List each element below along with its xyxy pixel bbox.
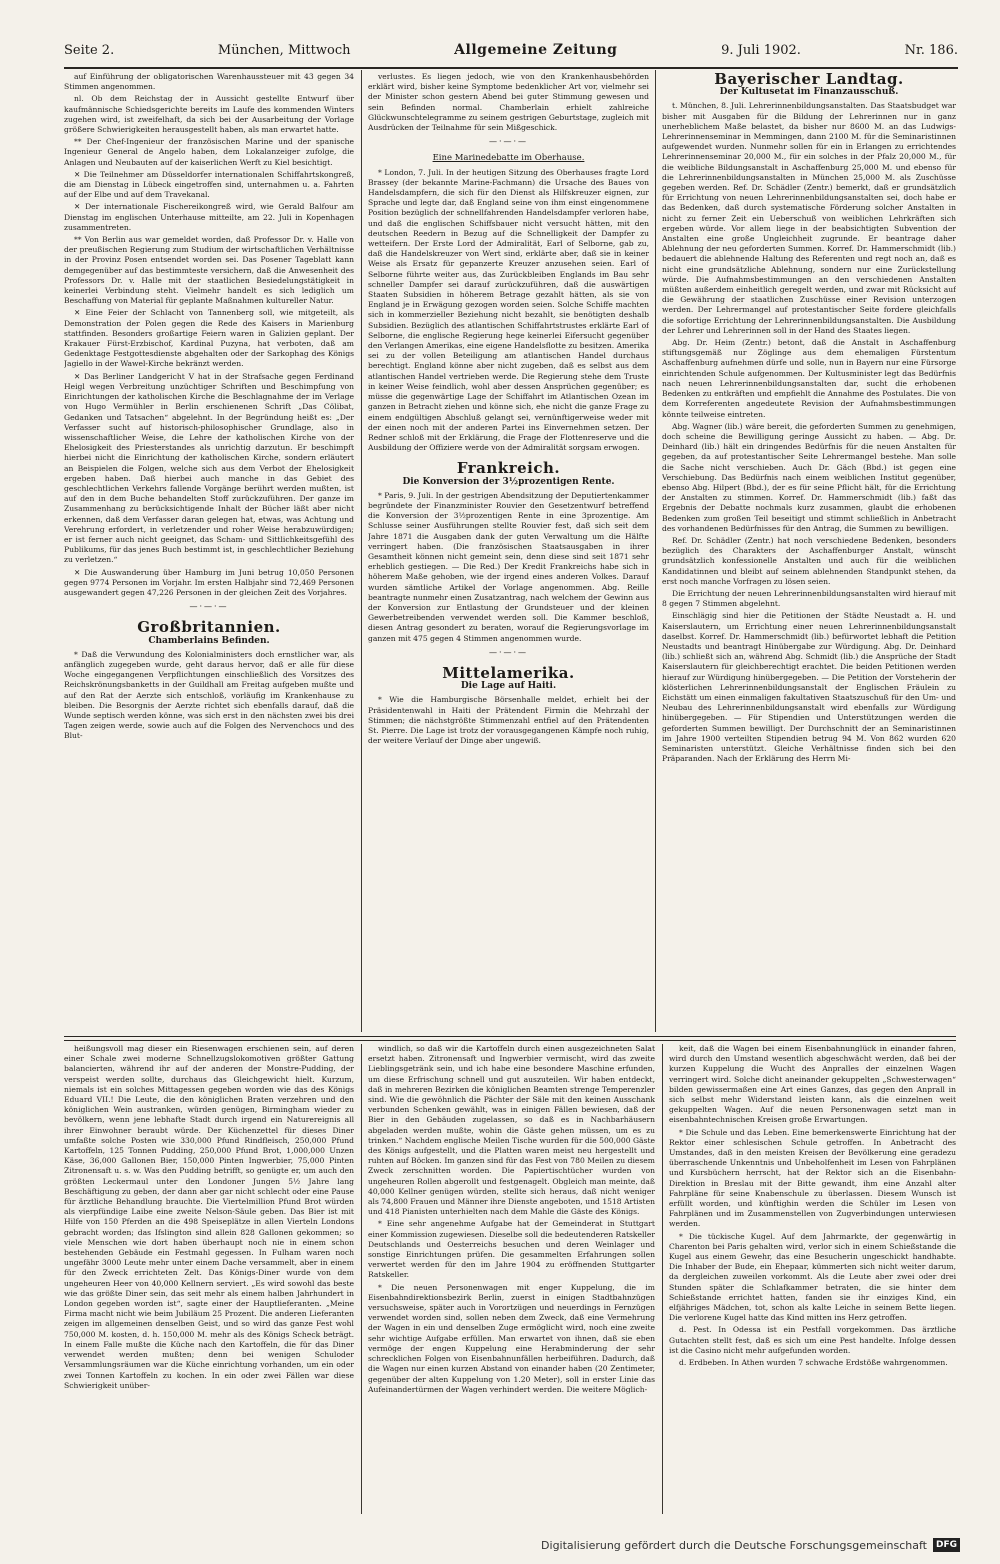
issue-number: Nr. 186. bbox=[904, 43, 958, 58]
article-paragraph: d. Erdbeben. In Athen wurden 7 schwache Erdstöße wahrgenommen. bbox=[679, 1358, 948, 1368]
place-date: München, Mittwoch bbox=[217, 43, 351, 58]
article-paragraph: * London, 7. Juli. In der heutigen Sitzung des Oberhauses fragte Lord Brassey (der bekannte Marine-Fachmann) die Ursache des Baues von Handelsdampfern, die sich für den Dienst als Hilfskreuzer eignen, zur Sprache und legte dar, daß England seine von ihm einst eingenommene Position bezüglich der schnellfahrenden Handelsdampfer verloren habe, und daß die englischen Schiffsbauer nicht versucht hätten, mit den deutschen Reedern in Bezug auf die Schnelligkeit der Dampfer zu wetteifern. Der Erste Lord der Admiralität, Earl of Selborne, gab zu, daß die Handelskreuzer von Wert sind, erklärte aber, daß sie in keiner Weise als Ersatz für gepanzerte Kreuzer anzusehen seien. Earl of Selborne führte weiter aus, das Zurückbleiben Englands im Bau sehr schneller Dampfer sei darauf zurückzuführen, daß die auswärtigen Staaten Subsidien in höherem Betrage gezahlt hätten, als sie von England je in Erwägung gezogen worden seien. Solche Schiffe machten sich in kommerzieller Beziehung nicht bezahlt, sie benötigten deshalb Subsidien. Bezüglich des atlantischen Schiffahrtstrustes erklärte Earl of Selborne, die englische Regierung hege keinerlei Eifersucht gegenüber den Verlangen Amerikas, eine eigene Handelsflotte zu besitzen. Amerika sei zu der vollen Beteiligung am atlantischen Handel durchaus berechtigt. England könne aber nicht zugeben, daß es selbst aus dem atlantischen Handel vertrieben werde. Die Regierung stehe dem Truste in keiner Weise feindlich, wohl aber dessen Ansprüchen gegenüber; es müsse die gegenwärtige Lage der Schiffahrt im Atlantischen Ozean im ganzen in Betracht ziehen und könne sich, ehe nicht die ganze Frage zu einem endgültigen Abschluß gelangt sei, vernünftigerweise weder mit der einen noch mit der anderen Partei ins Einvernehmen setzen. Der Redner schloß mit der Erklärung, die Frage der Flottenreserve und die Ausbildung der Offiziere werde von der Admiralität sorgsam erwogen. bbox=[368, 167, 649, 453]
column-rule bbox=[361, 1044, 362, 1514]
article-paragraph: * Daß die Verwundung des Kolonialministers doch ernstlicher war, als anfänglich zugegeben wurde, geht daraus hervor, daß er alle für diese Woche eingegangenen Verpflichtungen einschließlich des Vorsitzes des Reichskrönungsbanketts in der Guildhall am Freitag aufgeben mußte und auf den Rat der Aerzte sich entschloß, vorläufig im Krankenhause zu bleiben. Die Besorgnis der Aerzte richtet sich ebenfalls darauf, daß die Wunde septisch werden könne, was sich erst in den nächsten zwei bis drei Tagen zeigen werde, sowie auch auf die Folgen des Nervenchocs und des Blut- bbox=[64, 649, 354, 741]
section-heading: Großbritannien. bbox=[137, 618, 281, 637]
column-rule bbox=[361, 70, 362, 1032]
column-rule bbox=[655, 70, 656, 1032]
dfg-logo-icon: DFG bbox=[933, 1538, 960, 1552]
page-number: Seite 2. bbox=[64, 43, 115, 58]
column-2 bbox=[368, 72, 649, 1034]
article-paragraph: Einschlägig sind hier die Petitionen der Städte Neustadt a. H. und Kaiserslautern, um Errichtung einer neuen Lehrerinnenbildungsanstalt daselbst. Korref. Dr. Hammerschmidt (lib.) befürwortet lebhaft die Petition Neustadts und beantragt Hinübergabe zur Würdigung. Abg. Dr. Deinhard (lib.) schließt sich an, während Abg. Schmidt (lib.) die Ansprüche der Stadt Kaiserslautern für gleichberechtigt erachtet. Die beiden Petitionen werden hierauf zur Würdigung hinübergegeben. — Die Petition der Vorsteherin der klösterlichen Lehrerinnenbildungsanstalt der Englischen Fräulein zu Eichstätt um einen einmaligen fakultativen Staatszuschuß für den Um- und Neubau des Lehrerinnenbildungsanstalt wird ebenfalls zur Würdigung hinübergegeben. — Für Stipendien und Unterstützungen werden die geforderten Summen bewilligt. Der Durchschnitt der an Seminaristinnen im Jahre 1900 verteilten Stipendien betrug 94 M. Von 862 wurden 620 Seminaristen unterstützt. Gleiche Verhältnisse finden sich bei den Präparanden. Nach der Erklärung des Herrn Mi- bbox=[662, 611, 956, 764]
article-heading: Chamberlains Befinden. bbox=[148, 635, 270, 646]
section-ornament: —·—·— bbox=[488, 647, 529, 657]
column-3 bbox=[662, 72, 956, 1034]
section-ornament: —·—·— bbox=[189, 602, 229, 612]
article-paragraph: ✕ Das Berliner Landgericht V hat in der Strafsache gegen Ferdinand Heigl wegen Verbreitung unzüchtiger Schriften und Beschimpfung von Einrichtungen der katholischen Kirche die Beschlagnahme der im Verlage von Hugo Vermühler in Berlin erschienenen Schrift „Das Cölibat, Gedanken und Tatsachen“ abgelehnt. In der Begründung heißt es: „Der Verfasser sucht auf historisch-philosophischer Grundlage, also in wissenschaftlicher Weise, die Lehre der katholischen Kirche von der Ehelosigkeit des Priesterstandes als unrichtig darzutun. Er beschimpft hierbei nicht die Einrichtung der katholischen Kirche, sondern erläutert an Beispielen die Folgen, welche sich aus dem Verbot der Ehelosigkeit ergeben haben. Daß hierbei auch manche in das Gebiet des geschlechtlichen Verkehrs fallende Vorgänge berührt werden mußten, ist auf den in dem Buche behandelten Stoff zurückzuführen. Der ganze im Zusammenhang zu berücksichtigende Inhalt der Bücher läßt aber nicht erkennen, daß dem Verfasser daran gelegen hat, etwas, was Achtung und Verehrung erfordert, in verletzender und roher Weise herabzuwürdigen; er ist ferner auch nicht geeignet, das Scham- und Sittlichkeitsgefühl des Publikums, für das jenes Buch bestimmt ist, in geschlechtlicher Beziehung zu verletzen.“ bbox=[64, 371, 354, 565]
feuilleton-column-2 bbox=[368, 1044, 655, 1514]
article-paragraph: ✕ Die Teilnehmer am Düsseldorfer internationalen Schiffahrtskongreß, die am Dienstag in Lübeck eingetroffen sind, unternahmen u. a. Fahrten auf der Elbe und auf dem Travekanal. bbox=[64, 169, 354, 200]
article-heading: Der Kultusetat im Finanzausschuß. bbox=[719, 87, 899, 98]
article-paragraph: Ref. Dr. Schädler (Zentr.) hat noch verschiedene Bedenken, besonders bezüglich des Charakters der Aschaffenburger Anstalt, wünscht grundsätzlich konfessionelle Anstalten und auch für die weiblichen Kandidatinnen und bleibt auf seinem ablehnenden Standpunkt stehen, da erst noch manche Vorfragen zu lösen seien. bbox=[662, 535, 956, 586]
article-paragraph: heißungsvoll mag dieser ein Riesenwagen erschienen sein, auf deren einer Schale zwei moderne Schnellzugslokomotiven größter Gattung balancierten, während ihr auf der anderen der Monstre-Pudding, der verspeist werden sollte, durchaus das Gleichgewicht hielt. Kurzum, niemals ist ein solches Mittagessen gegeben worden wie das des Königs Eduard VII.! Die Leute, die den königlichen Braten verzehren und den königlichen Wein austranken, würden genügen, Birmingham wieder zu bevölkern, wenn jene lebhafte Stadt durch irgend ein Naturereignis all ihrer Einwohner beraubt würde. Der Küchenzettel für dieses Diner umfaßte solche Posten wie 330,000 Pfund Rindfleisch, 250,000 Pfund Kartoffeln, 125 Tonnen Pudding, 250,000 Pfund Brot, 1,000,000 Unzen Käse, 36,000 Gallonen Bier, 150,000 Pinten Ingwerbier, 75,000 Pinten Zitronensaft u. s. w. Was den Pudding betrifft, so genügte er, um auch den größten Leckermaul unter den Londoner Jungen 5½ Jahre lang Beschäftigung zu geben, der dann aber gar nicht schlecht oder eine Pause für ärztliche Behandlung brauchte. Die Viertelmillion Pfund Brot würden als vierpfündige Laibe eine zweite Nelson-Säule geben. Das Bier ist mit Hilfe von 150 Pferden an die 498 Speiseplätze in allen Vierteln Londons gebracht worden; das Ifslington sind allein 828 Gallonen gekommen; so viele Menschen wie dort haben überhaupt noch nie in einem schon bestehenden Gebäude ein Festmahl gegessen. In Fulham waren noch ungefähr 3000 Leute mehr unter einem Dache versammelt, aber in einem für den Zweck errichteten Zelt. Das Königs-Diner wurde von dem ungeheuren Heer von 40,000 Kellnern serviert. „Es wird sowohl das beste wie das größte Diner sein, das seit mehr als einem halben Jahrhundert in London gegeben worden ist“, sagte einer der Hauptlieferanten. „Meine Firma macht nicht wie beim Jubiläum 25 Prozent. Die anderen Lieferanten zeigen im allgemeinen denselben Geist, und so wird das ganze Fest wohl 750,000 M. kosten, d. h. 150,000 M. mehr als des Königs Scheck beträgt. In einem Falle mußte die Küche nach den Kartoffeln, die für das Diner verwendet werden mußten; denn bei wenigen Schuloder Versammlungsräumen war die Küche einrichtung vorhanden, um ein oder zwei Tonnen Kartoffeln zu kochen. In ein oder zwei Fällen war diese Schwierigkeit unüber- bbox=[64, 1044, 354, 1390]
feuilleton-column-3 bbox=[669, 1044, 956, 1514]
digitization-footer bbox=[541, 1538, 960, 1552]
article-paragraph: * Die neuen Personenwagen mit enger Kuppelung, die im Eisenbahndirektionsbezirk Berlin, zuerst in einigen Stadtbahnzügen versuchsweise, später auch in Vorortzügen und neuerdings in Fernzügen verwendet worden sind, sollen neben dem Zweck, daß eine Vermehrung der Wagen in ein und denselben Zuge ermöglicht wird, noch eine zweite sehr wichtige Aufgabe erfüllen. Man erwartet von ihnen, daß sie eben vermöge der engen Kuppelung eine Herabminderung der sehr schrecklichen Folgen von Eisenbahnunfällen herbeiführen. Dadurch, daß die Wagen nur einen kurzen Abstand von einander haben (20 Zentimeter, gegenüber der alten Kuppelung von 1.20 Meter), soll in erster Linie das Aufeinandertürmen der Wagen verhindert werden. Die weitere Möglich- bbox=[368, 1282, 655, 1394]
article-paragraph: auf Einführung der obligatorischen Warenhaussteuer mit 43 gegen 34 Stimmen angenommen. bbox=[64, 72, 354, 92]
article-paragraph: ** Von Berlin aus war gemeldet worden, daß Professor Dr. v. Halle von der preußischen Regierung zum Studium der wirtschaftlichen Verhältnisse in der Provinz Posen entsendet worden sei. Das Posener Tageblatt kann demgegenüber auf das bestimmteste versichern, daß die Anwesenheit des Professors Dr. v. Halle mit der staatlichen Besiedelungstätigkeit in keinerlei Verbindung steht. Vielmehr handelt es sich lediglich um Beschaffung von Material für geplante Maßnahmen kultureller Natur. bbox=[64, 235, 354, 306]
article-paragraph: * Die Schule und das Leben. Eine bemerkenswerte Einrichtung hat der Rektor einer schlesischen Schule getroffen. In Anbetracht des Umstandes, daß in den meisten Kreisen der Bevölkerung eine geradezu überraschende Unkenntnis und Unbeholfenheit im Lesen von Fahrplänen und Kursbüchern herrscht, hat der Rektor sich an die Eisenbahn-Direktion in Breslau mit der Bitte gewandt, ihm eine Anzahl alter Fahrpläne für seine Knabenschule zu überlassen. Diesem Wunsch ist erfüllt worden, und künftighin werden die Schüler im Lesen von Fahrplänen und im Zusammenstellen von Zugverbindungen unterwiesen werden. bbox=[669, 1127, 956, 1229]
section-heading: Mittelamerika. bbox=[442, 663, 575, 682]
article-paragraph: t. München, 8. Juli. Lehrerinnenbildungsanstalten. Das Staatsbudget war bisher mit Ausgaben für die Bildung der Lehrerinnen nur in ganz unerheblichem Maße belastet, da bisher nur 8600 M. an das Ludwigs-Lehrerinnenseminar in Memmingen, dann 2100 M. für die Seminaristinnen aufgewendet wurden. Nunmehr sollen für ein in Erlangen zu errichtendes Lehrerinnenseminar 20,000 M., für ein solches in der Pfalz 20,000 M., für die weibliche Bildungsanstalt in Aschaffenburg 25,000 M. und ebenso für die Lehrerinnenbildungsanstalten in München 25,000 M. als Zuschüsse gegeben werden. Ref. Dr. Schädler (Zentr.) bemerkt, daß er grundsätzlich für Errichtung von neuen Lehrerinnenbildungsanstalten sei, doch habe er das Bedenken, daß durch systematische Förderung solcher Anstalten in nicht zu ferner Zeit ein Ueberschuß von weiblichen Lehrkräften sich ergeben würde. Vor allem liege in der beabsichtigten Subvention der Anstalten eine große Ungleichheit zugrunde. Er beantrage daher Ablehnung der neu geforderten Summen. Korref. Dr. Hammerschmidt (lib.) bedauert die ablehnende Haltung des Referenten und regt noch an, daß es nicht eine grundsätzliche Ablehnung, sondern nur eine Zurückstellung würde. Die Aufnahmsbestimmungen an den verschiedenen Anstalten müßten außerdem einheitlich geregelt werden, und zwar mit Rücksicht auf die Gewährung der staatlichen Zuschüsse einer Revision unterzogen werden. Der Lehrermangel auf protestantischer Seite fordere gleichfalls die sofortige Errichtung der Lehrerinnenbildungsanstalten. Die Ausbildung der Lehrer und Lehrerinnen soll in der Hand des Staates liegen. bbox=[662, 101, 956, 335]
article-paragraph: Abg. Wagner (lib.) wäre bereit, die geforderten Summen zu genehmigen, doch scheine die Bewilligung geringe Aussicht zu haben. — Abg. Dr. Deinhard (lib.) hält ein dringendes Bedürfnis für die neuen Anstalten für gegeben, da auf protestantischer Seite Lehrermangel bestehe. Man solle die Sache nicht verschieben. Auch Dr. Gäch (Bbd.) ist gegen eine Verschiebung. Das Bedürfnis nach einem weiblichen Institut gegenüber, ebenso Abg. Hilpert (Bbd.), der es für seine Pflicht hält, für die Errichtung der Anstalten zu stimmen. Korref. Dr. Hammerschmidt (lib.) faßt das Ergebnis der Debatte nochmals kurz zusammen, glaubt die erhobenen Bedenken zum großen Teil beseitigt und stimmt schließlich in Anbetracht des vorhandenen Bedürfnisses für den Antrag, die Summen zu bewilligen. bbox=[662, 421, 956, 533]
feuilleton-rule bbox=[64, 1036, 956, 1041]
feuilleton-column-1 bbox=[64, 1044, 354, 1514]
article-paragraph: * Eine sehr angenehme Aufgabe hat der Gemeinderat in Stuttgart einer Kommission zugewiesen. Dieselbe soll die bedeutenderen Ratskeller Deutschlands und Oesterreichs besuchen und deren Weinlager und sonstige Einrichtungen prüfen. Die gesammelten Erfahrungen sollen verwertet werden für den im Jahre 1904 zu eröffnenden Stuttgarter Ratskeller. bbox=[368, 1219, 655, 1280]
issue-date: 9. Juli 1902. bbox=[721, 43, 801, 58]
article-heading: Eine Marinedebatte im Oberhause. bbox=[432, 153, 585, 164]
column-rule bbox=[662, 1044, 663, 1514]
article-heading: Die Lage auf Haiti. bbox=[460, 681, 557, 692]
article-paragraph: nl. Ob dem Reichstag der in Aussicht gestellte Entwurf über kaufmännische Schiedsgerichte bereits im Laufe des kommenden Winters zugehen wird, ist zweifelhaft, da sich bei der Ausarbeitung der Vorlage größere Schwierigkeiten herausgestellt haben, als man erwartet hatte. bbox=[64, 94, 354, 135]
section-heading: Frankreich. bbox=[456, 459, 561, 478]
article-paragraph: Die Errichtung der neuen Lehrerinnenbildungsanstalten wird hierauf mit 8 gegen 7 Stimmen abgelehnt. bbox=[662, 588, 956, 609]
article-paragraph: * Paris, 9. Juli. In der gestrigen Abendsitzung der Deputiertenkammer begründete der Finanzminister Rouvier den Gesetzentwurf betreffend die Konversion der 3½prozentigen Rente in eine 3prozentige. Am Schlusse seiner Ausführungen stellte Rouvier fest, daß sich seit dem Jahre 1871 die Ausgaben dank der guten Verwaltung um die Hälfte verringert haben. (Die französischen Staatsausgaben in ihrer Gesamtheit können nicht gemeint sein, denn diese sind seit 1871 sehr erheblich gestiegen. — Die Red.) Der Kredit Frankreichs habe sich in höherem Maße gehoben, wie der irgend eines anderen Volkes. Darauf wurden sämtliche Artikel der Vorlage angenommen. Abg. Reille beantragte nunmehr einen Zusatzantrag, nach welchem der Gewinn aus der Konversion zur Entlastung der Grundsteuer und der kleinen Gewerbetreibenden verwendet werden soll. Die Kammer beschloß, diesen Antrag gesondert zu beraten, worauf die Regierungsvorlage im ganzen mit 475 gegen 4 Stimmen angenommen wurde. bbox=[368, 490, 649, 643]
section-heading: Bayerischer Landtag. bbox=[714, 72, 904, 88]
article-paragraph: * Wie die Hamburgische Börsenhalle meldet, erhielt bei der Präsidentenwahl in Haiti der Prätendent Firmin die Mehrzahl der Stimmen; die nächstgrößte Stimmenzahl entfiel auf den Prätendenten St. Pierre. Die Lage ist trotz der vorausgegangenen Kämpfe noch ruhig, der weitere Verlauf der Dinge aber ungewiß. bbox=[368, 695, 649, 746]
page-header bbox=[64, 42, 958, 69]
column-1 bbox=[64, 72, 354, 1034]
article-paragraph: ✕ Die Auswanderung über Hamburg im Juni betrug 10,050 Personen gegen 9774 Personen im Vorjahr. Im ersten Halbjahr sind 72,469 Personen ausgewandert gegen 47,226 Personen in der gleichen Zeit des Vorjahres. bbox=[64, 567, 354, 597]
section-ornament: —·—·— bbox=[488, 137, 529, 147]
article-paragraph: d. Pest. In Odessa ist ein Pestfall vorgekommen. Das ärztliche Gutachten stellt fest, daß es sich um eine Pest handelte. Infolge dessen ist die Casino nicht mehr aufgefunden worden. bbox=[669, 1325, 956, 1355]
article-paragraph: verlustes. Es liegen jedoch, wie von den Krankenhausbehörden erklärt wird, bisher keine Symptome bedenklicher Art vor, vielmehr sei der Minister schon gestern Abend bei guter Stimmung gewesen und sein Befinden normal. Chamberlain erhielt zahlreiche Glückwunschtelegramme zu seinem gestrigen Geburtstage, zugleich mit Ausdrücken der Teilnahme für sein Mißgeschick. bbox=[368, 72, 649, 133]
paper-title: Allgemeine Zeitung bbox=[454, 42, 618, 58]
article-paragraph: windlich, so daß wir die Kartoffeln durch einen ausgezeichneten Salat ersetzt haben. Zitronensaft und Ingwerbier vermischt, wird das zweite Lieblingsgetränk sein, und ich habe eine besondere Maschine erfunden, um diese Erfrischung schnell und gut auszuteilen. Wir haben entdeckt, daß in mehreren Bezirken die königlichen Beamten strenge Temperenzler sind. Wie die gewöhnlich die Pächter der Säle mit den keinen Ausschank verbunden Schenken gewählt, was in einigen Fällen bewiesen, daß der Bier in den Gebäuden zugelassen, so daß es in Nachbarhäusern abgeladen werden mußte, wohin die Gäste gehen müssen, um es zu trinken.“ Nachdem englische Meilen Tische wurden für die 500,000 Gäste des Königs aufgestellt, und die Platten waren meist neu hergestellt und ruhten auf Böcken. Im ganzen sind für das Fest von 780 Meilen zu diesem Zweck zerschnitten worden. Die Papiertischtücher wurden von ungeheuren Rollen abgerollt und festgenagelt. Obgleich man meinte, daß 40,000 Kellner genügen würden, stellte sich heraus, daß nicht weniger als 74,800 Frauen und Männer ihre Dienste angeboten, und 1518 Artisten und 418 Pianisten unterhielten nach dem Mahle die Gäste des Königs. bbox=[368, 1044, 655, 1217]
footer-text: Digitalisierung gefördert durch die Deutsche Forschungsgemeinschaft bbox=[541, 1538, 927, 1552]
article-heading: Die Konversion der 3½prozentigen Rente. bbox=[402, 476, 615, 487]
article-paragraph: keit, daß die Wagen bei einem Eisenbahnunglück in einander fahren, wird durch den Umstand wesentlich abgeschwächt werden, daß bei der kurzen Kuppelung die Wucht des Anpralles der einzelnen Wagen verringert wird. Solche dicht aneinander gekuppelten „Schwesterwagen“ bilden gewissermaßen eine Art eines Ganzes, das gegen den Anprall in sich selbst mehr Widerstand leisten kann, als die einzelnen weit gekuppelten Wagen. Auf die neuen Personenwagen setzt man in eisenbahntechnischen Kreisen große Erwartungen. bbox=[669, 1044, 956, 1125]
article-paragraph: ** Der Chef-Ingenieur der französischen Marine und der spanische Ingenieur General de Angelo haben, dem Lokalanzeiger zufolge, die Anlagen und Neubauten auf der kaiserlichen Werft zu Kiel besichtigt. bbox=[64, 137, 354, 167]
article-paragraph: ✕ Eine Feier der Schlacht von Tannenberg soll, wie mitgeteilt, als Demonstration der Polen gegen die Rede des Kaisers in Marienburg stattfinden. Besonders großartige Feiern waren in Galizien geplant. Der Krakauer Fürst-Erzbischof, Kardinal Puzyna, hat verboten, daß am Gedenktage Festgottesdienste abgehalten oder der Sarkophag des Königs Jagiello in der Wawel-Kirche bekränzt werden. bbox=[64, 308, 354, 369]
article-paragraph: ✕ Der internationale Fischereikongreß wird, wie Gerald Balfour am Dienstag im englischen Unterhause mitteilte, am 22. Juli in Kopenhagen zusammentreten. bbox=[64, 202, 354, 232]
article-paragraph: * Die tückische Kugel. Auf dem Jahrmarkte, der gegenwärtig in Charenton bei Paris gehalten wird, verlor sich in einem Schießstande die Kugel aus einem Gewehr, das eine Besucherin ungeschickt handhabte. Die Inhaber der Bude, ein Ehepaar, kümmerten sich nicht weiter darum, da dergleichen zuweilen vorkommt. Als die Leute aber zwei oder drei Stunden später die Schlafkammer betraten, die sie hinter dem Schießstande errichtet hatten, fanden sie ihr einziges Kind, ein elfjähriges Mädchen, tot, schon als kalte Leiche in seinem Bette liegen. Die verlorene Kugel hatte das Kind mitten ins Herz getroffen. bbox=[669, 1231, 956, 1323]
article-paragraph: Abg. Dr. Heim (Zentr.) betont, daß die Anstalt in Aschaffenburg stiftungsgemäß nur Zöglinge aus dem ehemaligen Fürstentum Aschaffenburg aufnehmen dürfe und solle, nun in Bayern nur eine Fürsorge einrichtenden Schule aufgenommen. Der Kultusminister legt das Bedürfnis nach neuen Lehrerinnenbildungsanstalten dar, sucht die erhobenen Bedenken zu entkräften und empfiehlt die Annahme des Postulates. Die von dem Korreferenten angedeutete Revision der Aufnahmsbestimmungen könnte teilweise eintreten. bbox=[662, 338, 956, 419]
